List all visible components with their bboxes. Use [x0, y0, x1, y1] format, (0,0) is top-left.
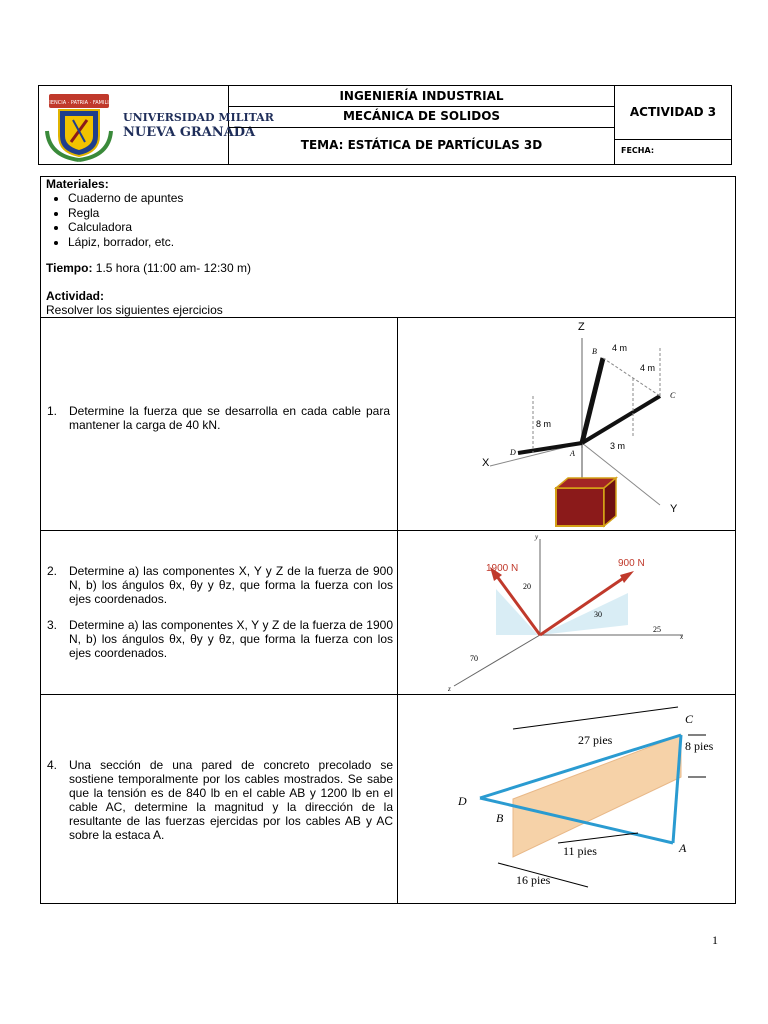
- exercise-text: Una sección de una pared de concreto precolado se sostiene temporalmente por los cables mostrados. Se sabe que la tensión es de 840 lb en el cable AB y 1200 lb en el cable AC, determine la magnitud y la dirección de la resultante de las fuerzas ejercidas por los cables AB y AC sobre la estaca A.: [69, 758, 393, 842]
- dimension-label: 27 pies: [578, 733, 613, 747]
- force-label: 900 N: [618, 558, 645, 569]
- course-title: MECÁNICA DE SOLIDOS: [229, 106, 614, 128]
- axis-label: y: [535, 533, 539, 541]
- activity-heading: Actividad:: [46, 289, 105, 303]
- header-table: [38, 85, 732, 165]
- info-section: [46, 177, 251, 317]
- header-right: [615, 86, 731, 164]
- point-label: C: [685, 712, 694, 726]
- exercise-3: [47, 618, 393, 662]
- axis-label: X: [482, 457, 490, 469]
- point-label: A: [679, 841, 687, 855]
- exercise-1: [47, 404, 390, 434]
- logo-ribbon-text: CIENCIA · PATRIA · FAMILIA: [45, 100, 113, 106]
- exercise-number: 4.: [47, 758, 58, 772]
- angle-label: 70: [470, 654, 478, 663]
- exercise-number: 2.: [47, 564, 58, 578]
- point-label: D: [458, 794, 467, 808]
- point-label: C: [670, 391, 676, 400]
- activity-label: ACTIVIDAD 3: [615, 86, 731, 140]
- dimension-label: 11 pies: [563, 844, 597, 858]
- exercise-4: [47, 758, 393, 842]
- dimension-label: 8 pies: [685, 739, 714, 753]
- angle-label: 25: [653, 625, 661, 634]
- logo-cell: [39, 86, 274, 164]
- exercise-text: Determine a) las componentes X, Y y Z de la fuerza de 1900 N, b) los ángulos θx, θy y θz, que forma la fuerza con los ejes coordenados.: [69, 618, 393, 660]
- exercise-text: Determine la fuerza que se desarrolla en cada cable para mantener la carga de 40 kN.: [69, 404, 390, 432]
- exercise-text: Determine a) las componentes X, Y y Z de la fuerza de 900 N, b) los ángulos θx, θy y θz, que forma la fuerza con los ejes coordenados.: [69, 564, 393, 606]
- figure-cable-system: [398, 318, 735, 530]
- time-value: 1.5 hora (11:00 am- 12:30 m): [92, 261, 251, 275]
- dimension-label: 3 m: [610, 441, 626, 451]
- logo-line2: NUEVA GRANADA: [123, 125, 256, 140]
- materials-item: • Lápiz, borrador, etc.: [68, 235, 251, 250]
- page-number: 1: [712, 933, 718, 947]
- header-center: [229, 86, 615, 164]
- exercise-2: [47, 564, 393, 608]
- topic-title: TEMA: ESTÁTICA DE PARTÍCULAS 3D: [300, 138, 543, 152]
- exercise-number: 3.: [47, 618, 58, 632]
- exercise-number: 1.: [47, 404, 58, 418]
- activity-text: Resolver los siguientes ejercicios: [46, 303, 223, 317]
- point-label: B: [592, 347, 597, 356]
- date-label: FECHA:: [621, 146, 655, 155]
- point-label: B: [496, 811, 504, 825]
- time-line: [46, 261, 251, 275]
- logo-line1: UNIVERSIDAD MILITAR: [123, 111, 274, 124]
- time-label: Tiempo:: [46, 261, 93, 275]
- axis-label: Z: [578, 321, 585, 333]
- dimension-label: 16 pies: [516, 873, 551, 887]
- figure-force-vectors: [398, 531, 735, 694]
- dimension-label: 8 m: [536, 419, 552, 429]
- axis-label: x: [680, 633, 684, 641]
- materials-item: • Cuaderno de apuntes: [68, 191, 251, 206]
- materials-label: Materiales:: [46, 177, 109, 191]
- axis-label: Y: [670, 503, 678, 515]
- figure-concrete-wall: [398, 695, 735, 903]
- point-label: A: [570, 449, 575, 458]
- axis-label: z: [448, 685, 451, 693]
- dimension-label: 4 m: [640, 363, 656, 373]
- program-title: INGENIERÍA INDUSTRIAL: [229, 86, 614, 107]
- force-label: 1900 N: [486, 563, 519, 574]
- angle-label: 30: [594, 610, 602, 619]
- materials-item: • Regla: [68, 206, 251, 221]
- angle-label: 20: [523, 582, 531, 591]
- point-label: D: [510, 448, 516, 457]
- dimension-label: 4 m: [612, 343, 628, 353]
- materials-item: • Calculadora: [68, 220, 251, 235]
- materials-list: [46, 191, 251, 249]
- university-logo: [39, 86, 274, 164]
